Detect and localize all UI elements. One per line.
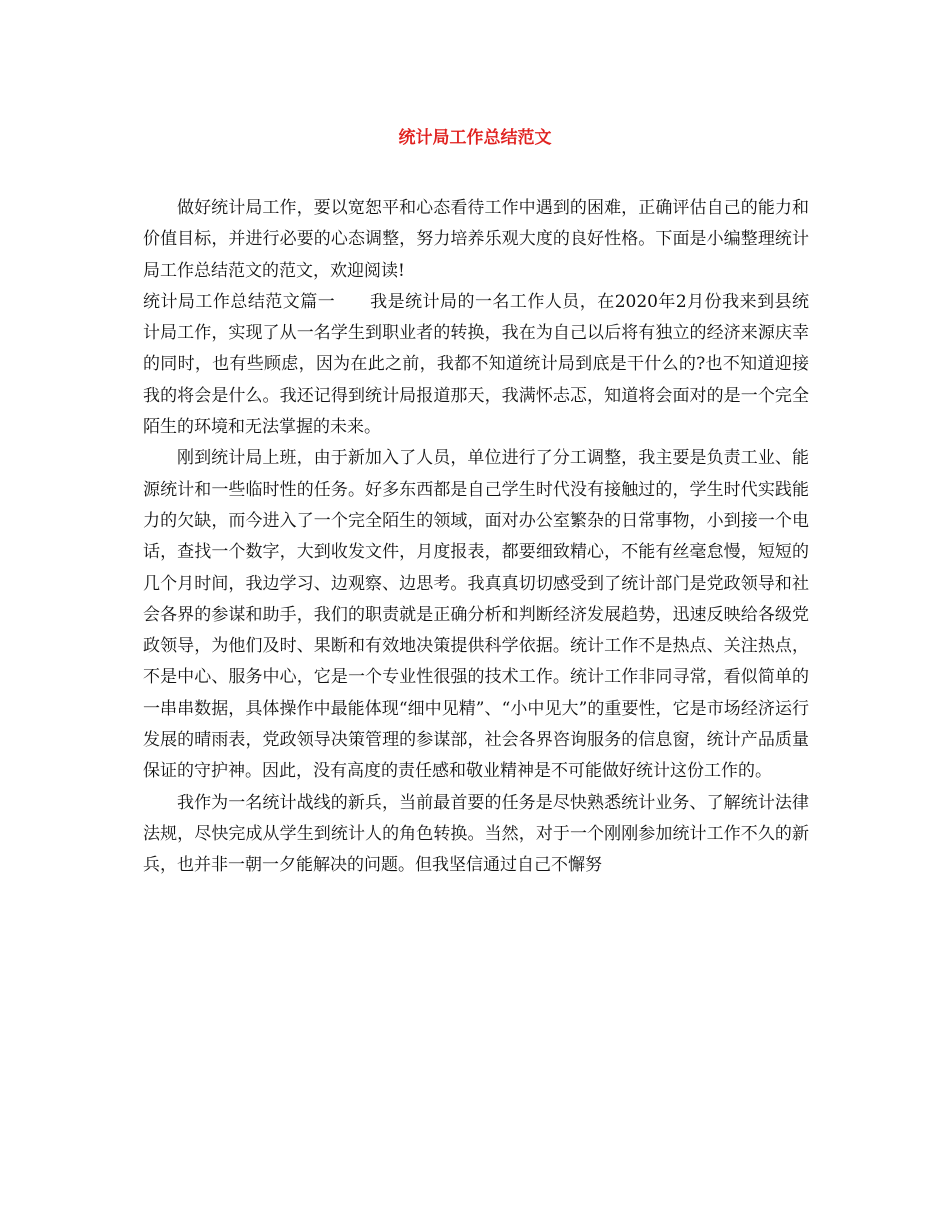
paragraph-intro bbox=[143, 193, 809, 287]
document-title: 统计局工作总结范文 bbox=[398, 128, 552, 148]
paragraph-section-one bbox=[143, 287, 809, 443]
paragraph-text: 我是统计局的一名工作人员，在2020年2月份我来到县统计局工作，实现了从一名学生到职业者的转换，我在为自己以后将有独立的经济来源庆幸的同时，也有些顾虑，因为在此之前，我都不知道统计局到底是干什么的?也不知道迎接我的将会是什么。我还记得到统计局报道那天，我满怀忐忑，知道将会面对的是一个完全陌生的环境和无法掌握的未来。 bbox=[143, 291, 810, 438]
paragraph-text: 刚到统计局上班，由于新加入了人员，单位进行了分工调整，我主要是负责工业、能源统计和一些临时性的任务。好多东西都是自己学生时代没有接触过的，学生时代实践能力的欠缺，而今进入了一个完全陌生的领域，面对办公室繁杂的日常事物，小到接一个电话，查找一个数字，大到收发文件，月度报表，都要细致精心，不能有丝毫怠慢，短短的几个月时间，我边学习、边观察、边思考。我真真切切感受到了统计部门是党政领导和社会各界的参谋和助手，我们的职责就是正确分析和判断经济发展趋势，迅速反映给各级党政领导，为他们及时、果断和有效地决策提供科学依据。统计工作不是热点、关注热点，不是中心、服务中心，它是一个专业性很强的技术工作。统计工作非同寻常，看似简单的一串串数据，具体操作中最能体现“细中见精”、“小中见大”的重要性，它是市场经济运行发展的晴雨表，党政领导决策管理的参谋部，社会各界咨询服务的信息窗，统计产品质量保证的守护神。因此，没有高度的责任感和敬业精神是不可能做好统计这份工作的。 bbox=[143, 448, 809, 782]
paragraph-new-recruit bbox=[143, 788, 809, 882]
paragraph-work-duties bbox=[143, 443, 809, 787]
paragraph-text: 做好统计局工作，要以宽恕平和心态看待工作中遇到的困难，正确评估自己的能力和价值目标，并进行必要的心态调整，努力培养乐观大度的良好性格。下面是小编整理统计局工作总结范文的范文，欢迎阅读! bbox=[143, 198, 809, 281]
section-heading: 统计局工作总结范文篇一 bbox=[143, 291, 336, 312]
paragraph-text: 我作为一名统计战线的新兵，当前最首要的任务是尽快熟悉统计业务、了解统计法律法规，尽快完成从学生到统计人的角色转换。当然，对于一个刚刚参加统计工作不久的新兵，也并非一朝一夕能解决的问题。但我坚信通过自己不懈努 bbox=[143, 792, 809, 876]
document-body bbox=[143, 193, 809, 882]
